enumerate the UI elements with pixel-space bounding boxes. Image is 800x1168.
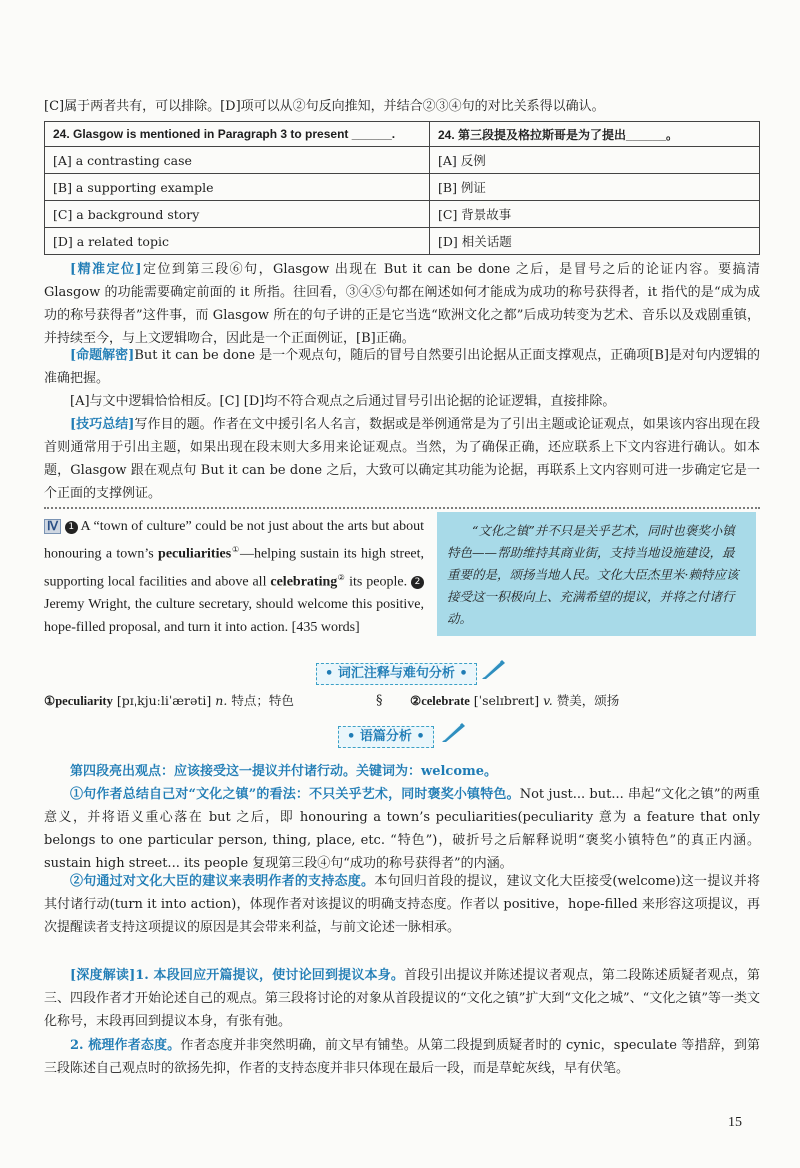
table-row [45, 174, 760, 201]
discourse-para-2 [44, 870, 760, 939]
tips-label: [技巧总结] [70, 417, 135, 432]
section-divider [44, 507, 760, 509]
question-table [44, 121, 760, 255]
sentence-number-icon: 2 [411, 576, 424, 589]
page-number: 15 [728, 1115, 742, 1130]
vocab-banner: • 词汇注释与难句分析 • [316, 663, 477, 685]
vocab-phonetic: [ˈselɪbreɪt] [473, 693, 540, 708]
table-header-row [45, 122, 760, 147]
discourse-heading-text: 第四段亮出观点：应该接受这一提议并付诸行动。关键词为：welcome。 [70, 764, 498, 779]
precise-location-para [44, 258, 760, 350]
sentence-1c: its people. [349, 574, 408, 590]
option-en: [D] a related topic [45, 228, 430, 255]
vocab-meaning: 赞美，颂扬 [556, 693, 620, 708]
vocab-phonetic: [pɪˌkjuːliˈærəti] [116, 693, 212, 708]
decode-para [44, 344, 760, 390]
vocab-meaning: 特点；特色 [231, 693, 294, 708]
quill-pen-icon [480, 657, 508, 681]
tips-para [44, 413, 760, 505]
deep-lead: 1. 本段回应开篇提议，使讨论回到提议本身。 [135, 968, 405, 983]
sentence-2: Jeremy Wright, the culture secretary, should welcome this positive, hope-filled proposal, and turn it into action. [435 words] [44, 597, 424, 636]
table-row [45, 201, 760, 228]
table-row [45, 147, 760, 174]
discourse-p2-lead: ②句通过对文化大臣的建议来表明作者的支持态度。 [70, 874, 375, 889]
vocab-banner-title: 词汇注释与难句分析 [337, 666, 455, 681]
table-row [45, 228, 760, 255]
vocab-pos: v. [543, 693, 553, 708]
discourse-para-1 [44, 783, 760, 875]
discourse-p1-lead: ①句作者总结自己对“文化之镇”的看法：不只关乎艺术，同时褒奖小镇特色。 [70, 787, 520, 802]
deep-text: 首段引出提议并陈述提议者观点，第二段陈述质疑者观点，第三、四段作者才开始论述自己的观点。第三段将讨论的对象从首段提议的“文化之镇”扩大到“文化之城”、“文化之镇”等一类文化称号，末段再回到提议本身，有张有弛。 [44, 968, 760, 1029]
option-zh: [C] 背景故事 [430, 201, 760, 228]
discourse-banner-title: 语篇分析 [359, 729, 412, 744]
paragraph-4-text [44, 515, 424, 639]
translation-box: “文化之镇”并不只是关乎艺术，同时也褒奖小镇特色——帮助维持其商业街，支持当地设施建设，最重要的是，颂扬当地人民。文化大臣杰里米·赖特应该接受这一积极向上、充满希望的提议，并将之付诸行动。 [437, 512, 756, 636]
option-en: [A] a contrasting case [45, 147, 430, 174]
sentence-1b: —helping sustain its high street, supporting local facilities and above all [44, 546, 425, 590]
vocab-pos: n. [215, 693, 228, 708]
vocab-headword: ②celebrate [410, 694, 470, 708]
sentence-number-icon: 1 [65, 521, 78, 534]
vocab-entry-1 [44, 691, 294, 711]
discourse-p1-text: Not just... but... 串起“文化之镇”的两重意义，并将语义重心落在 but 之后，即 honouring a town’s peculiarities(peculiarity 意为 a feature that only belongs to one particular person, thing, place, etc. “特色”)，破折号之后解释说明“褒奖小镇特色”的真正内涵。sustain high street... its people 复现第三段④句“成功的称号获得者”的内涵。 [44, 787, 760, 871]
deep-reading-para [44, 964, 760, 1033]
quill-pen-icon [440, 720, 468, 744]
footnote-mark: ① [231, 545, 240, 554]
deep-reading-para-2 [44, 1034, 760, 1080]
option-en: [B] a supporting example [45, 174, 430, 201]
vocab-entry-2 [410, 691, 619, 711]
question-zh: 24. 第三段提及格拉斯哥是为了提出______。 [430, 122, 760, 147]
decode-label: [命题解密] [70, 348, 135, 363]
vocab-word: celebrating [270, 574, 338, 590]
deep-label: [深度解读] [70, 968, 136, 983]
precise-label: [精准定位] [70, 262, 142, 277]
precise-text: 定位到第三段⑥句，Glasgow 出现在 But it can be done 之后，是冒号之后的论证内容。要搞清 Glasgow 的功能需要确定前面的 it 所指。往回看，③④⑤句都在阐述如何才能成为成功的称号获得者，it 指代的是“成为成功的称号获得者”这件事，而 Glasgow 所在的句子讲的正是它当选“欧洲文化之都”后成功转变为艺术、音乐以及戏剧重镇，并持续至今，与上文逻辑吻合，因此是一个正面例证，[B]正确。 [44, 262, 760, 346]
deep2-text: 作者态度并非突然明确，前文早有铺垫。从第二段提到质疑者时的 cynic，speculate 等措辞，到第三段陈述自己观点时的欲扬先抑，作者的支持态度并非只体现在最后一段，而是草蛇灰线，早有伏笔。 [44, 1038, 760, 1076]
vocab-separator-icon: § [376, 693, 383, 708]
paragraph-badge: Ⅳ [44, 519, 61, 534]
decode-text: But it can be done 是一个观点句，随后的冒号自然要引出论据从正面支撑观点，正确项[B]是对句内逻辑的准确把握。 [44, 348, 760, 386]
intro-line: [C]属于两者共有，可以排除。[D]项可以从②句反向推知，并结合②③④句的对比关系得以确认。 [44, 99, 605, 114]
option-zh: [B] 例证 [430, 174, 760, 201]
option-en: [C] a background story [45, 201, 430, 228]
question-en: 24. Glasgow is mentioned in Paragraph 3 to present ______. [45, 122, 430, 147]
vocab-word: peculiarities [158, 546, 232, 562]
option-zh: [D] 相关话题 [430, 228, 760, 255]
sentence-1a: A “town of culture” could be not just about the arts but about honouring a town’s [44, 519, 424, 562]
discourse-heading [44, 760, 760, 783]
discourse-p2-text: 本句回归首段的提议，建议文化大臣接受(welcome)这一提议并将其付诸行动(turn it into action)，体现作者对该提议的明确支持态度。作者以 positive，hope-filled 来形容这项提议，再次提醒读者支持这项提议的原因是其会带来利益，与前文论述一脉相承。 [44, 874, 760, 935]
discourse-banner: • 语篇分析 • [338, 726, 434, 748]
tips-text: 写作目的题。作者在文中援引名人名言，数据或是举例通常是为了引出主题或论证观点，如果该内容出现在段首则通常用于引出主题，如果出现在段末则大多用来论证观点。当然，为了确保正确，还应联系上下文内容进行确认。如本题，Glasgow 跟在观点句 But it can be done 之后，大致可以确定其功能为论据，再联系上文内容则可进一步确定它是一个正面的支撑例证。 [44, 417, 760, 501]
footnote-mark: ② [337, 572, 346, 582]
option-zh: [A] 反例 [430, 147, 760, 174]
exclude-para: [A]与文中逻辑恰恰相反。[C] [D]均不符合观点之后通过冒号引出论据的论证逻辑，直接排除。 [70, 394, 616, 409]
vocab-headword: ①peculiarity [44, 694, 113, 708]
deep2-lead: 2. 梳理作者态度。 [70, 1038, 181, 1053]
